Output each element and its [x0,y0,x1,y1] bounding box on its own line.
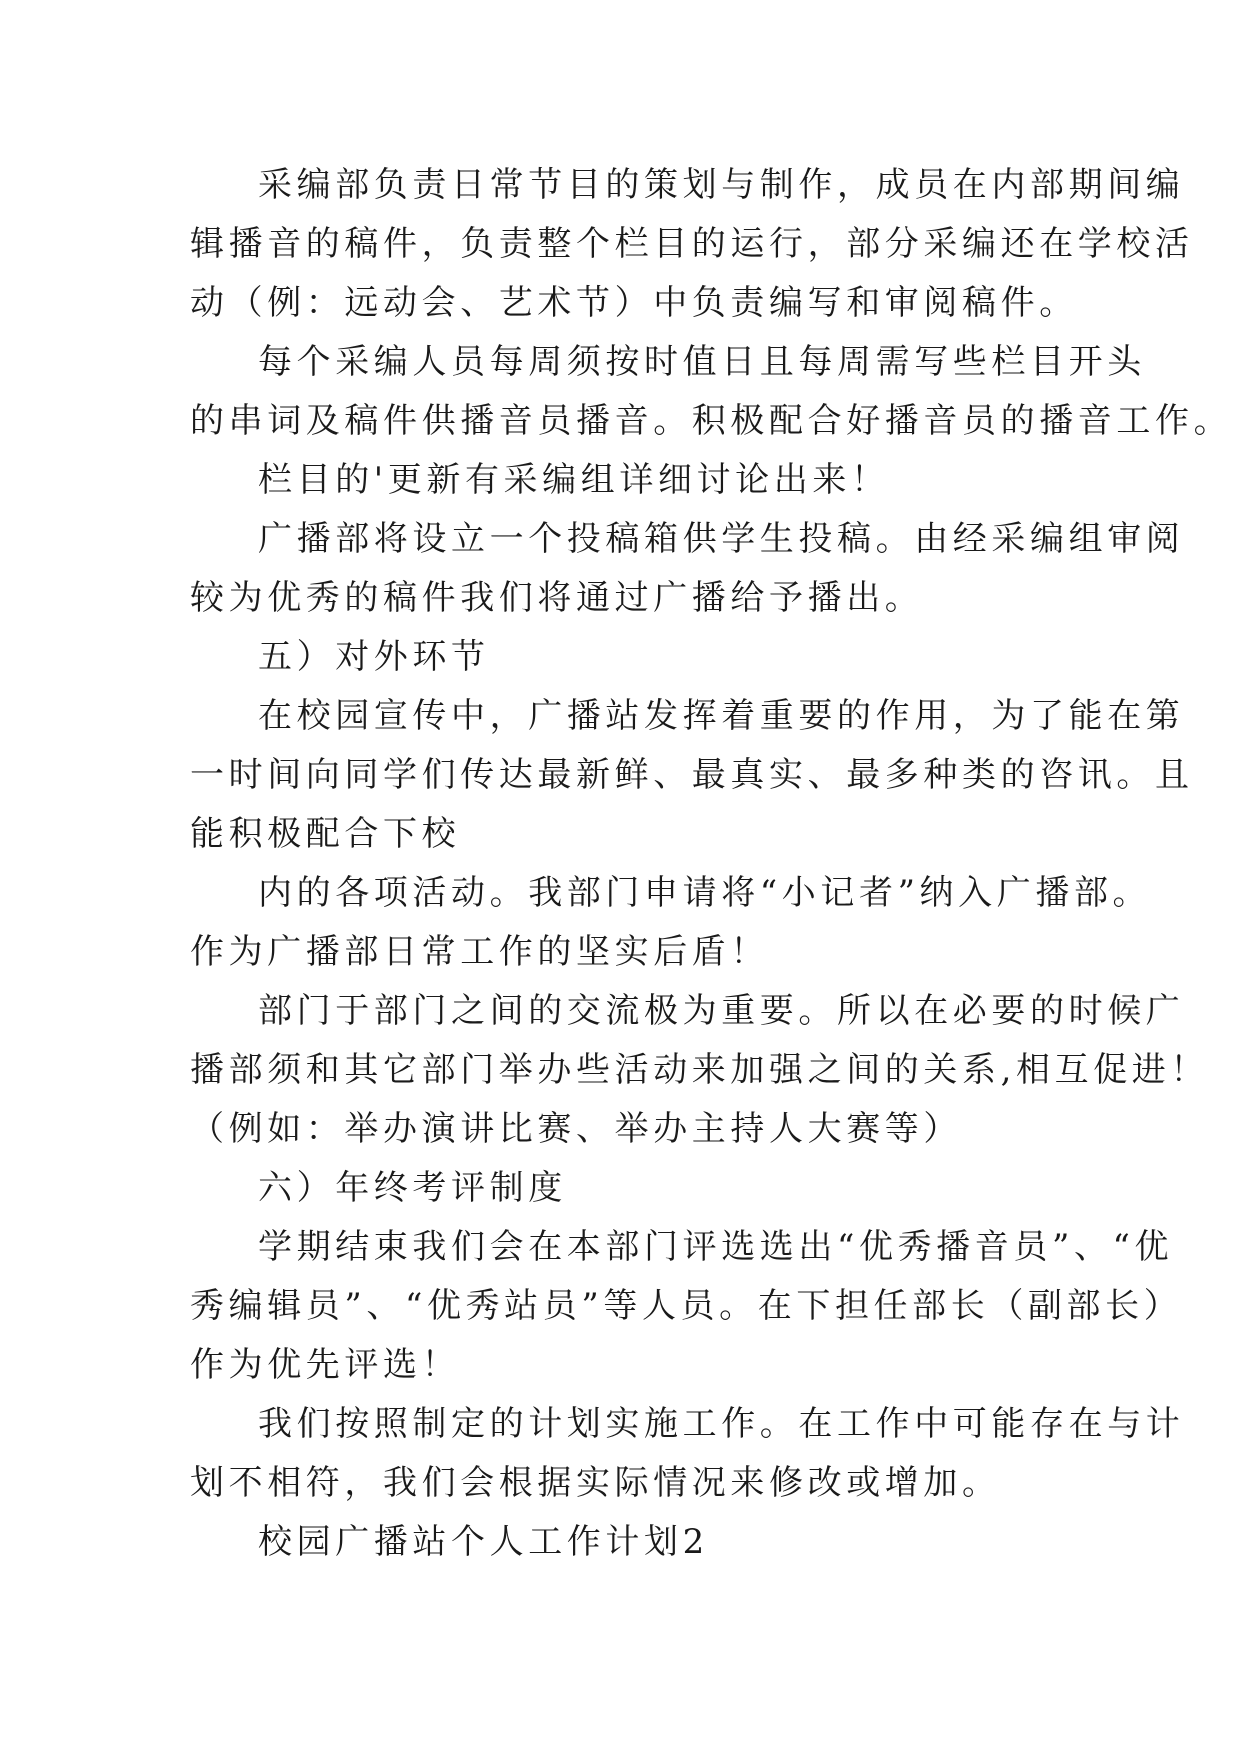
text-line: 学期结束我们会在本部门评选选出“优秀播音员”、“优 [258,1227,1174,1267]
document-title: 校园广播站个人工作计划2 [258,1522,709,1562]
section-heading: 五）对外环节 [258,637,490,677]
text-line: 能积极配合下校 [190,814,461,854]
text-line: 播部须和其它部门举办些活动来加强之间的关系,相互促进！ [190,1050,1210,1090]
text-line: 我们按照制定的计划实施工作。在工作中可能存在与计 [258,1404,1185,1444]
text-line: 广播部将设立一个投稿箱供学生投稿。由经采编组审阅 [258,519,1185,559]
text-line: 在校园宣传中，广播站发挥着重要的作用，为了能在第 [258,696,1185,736]
text-line: 采编部负责日常节目的策划与制作，成员在内部期间编 [258,165,1185,205]
text-line: 动（例：远动会、艺术节）中负责编写和审阅稿件。 [190,283,1078,323]
text-line: 辑播音的稿件，负责整个栏目的运行，部分采编还在学校活 [190,224,1194,264]
text-line: 作为广播部日常工作的坚实后盾！ [190,932,769,972]
text-line: 每个采编人员每周须按时值日且每周需写些栏目开头 [258,342,1146,382]
text-line: 一时间向同学们传达最新鲜、最真实、最多种类的咨讯。且 [190,755,1194,795]
section-heading: 六）年终考评制度 [258,1168,567,1208]
text-line: 秀编辑员”、“优秀站员”等人员。在下担任部长（副部长） [190,1286,1183,1326]
text-line: 较为优秀的稿件我们将通过广播给予播出。 [190,578,924,618]
text-line: （例如：举办演讲比赛、举办主持人大赛等） [190,1109,962,1149]
text-line: 内的各项活动。我部门申请将“小记者”纳入广播部。 [258,873,1152,913]
text-line: 的串词及稿件供播音员播音。积极配合好播音员的播音工作。 [190,401,1233,441]
text-line: 划不相符，我们会根据实际情况来修改或增加。 [190,1463,1001,1503]
text-line: 栏目的'更新有采编组详细讨论出来！ [258,460,890,500]
text-line: 部门于部门之间的交流极为重要。所以在必要的时候广 [258,991,1185,1031]
text-line: 作为优先评选！ [190,1345,461,1385]
